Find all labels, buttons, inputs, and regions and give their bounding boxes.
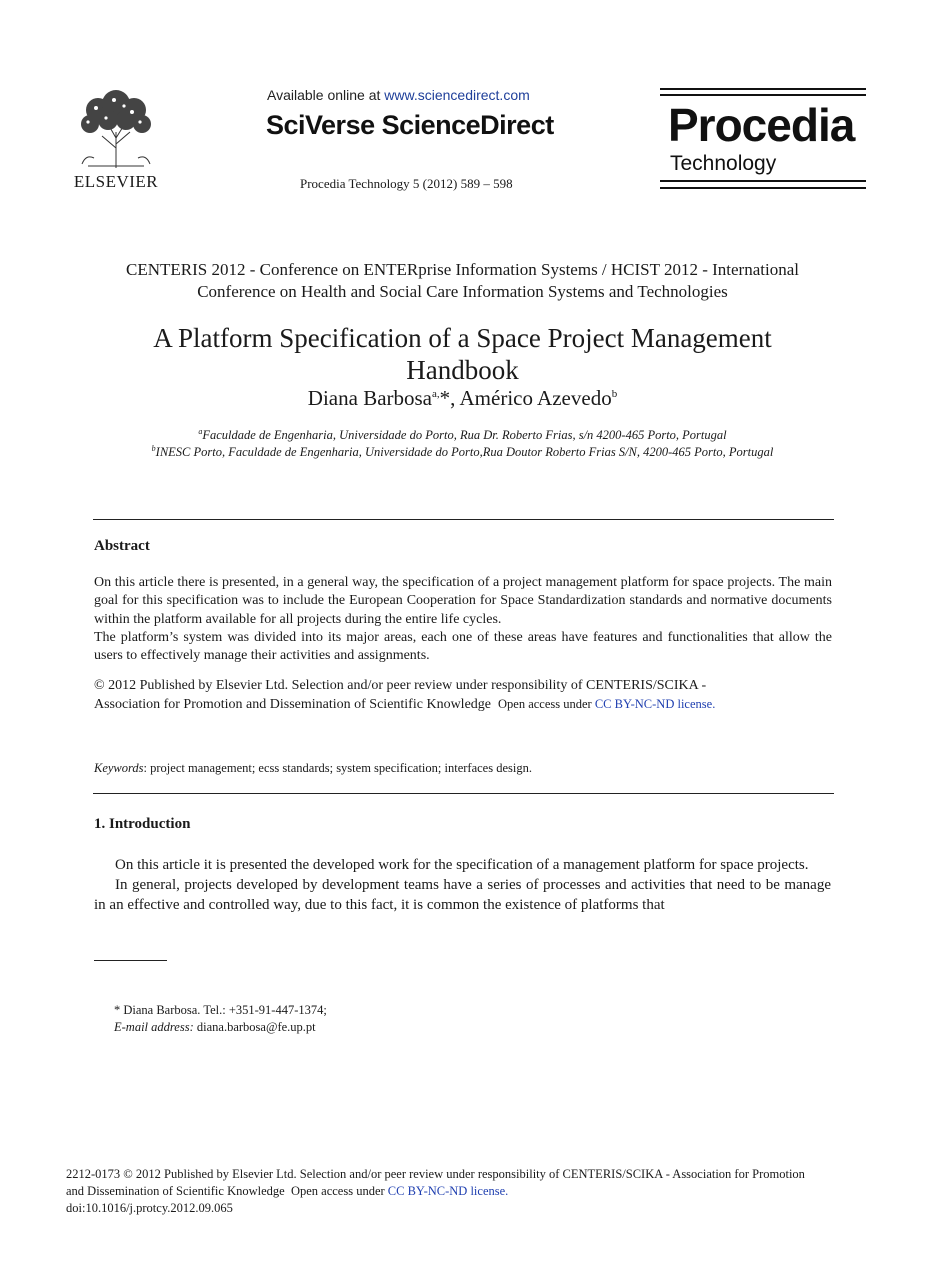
affiliation-text: INESC Porto, Faculdade de Engenharia, Universidade do Porto,Rua Doutor Roberto Frias S/N, 4200-465 Porto, Portugal: [155, 445, 774, 460]
footer-open-access-prefix: Open access under: [290, 1184, 388, 1198]
license-link[interactable]: CC BY-NC-ND license.: [594, 697, 716, 711]
page-footer: [66, 1166, 866, 1217]
copyright-line-2: [94, 695, 834, 714]
footnote-divider: [94, 960, 167, 961]
corresponding-author-mark: *: [439, 386, 451, 410]
paper-title: [60, 322, 865, 386]
introduction-paragraph: On this article it is presented the developed work for the specification of a management platform for space projects.: [115, 857, 809, 873]
author-affiliation-mark: b: [611, 388, 618, 400]
procedia-logo-title: Procedia: [668, 99, 855, 151]
available-online: [267, 87, 530, 103]
procedia-logo-subtitle: Technology: [670, 152, 777, 175]
author-name: Américo Azevedo: [459, 386, 612, 410]
logo-rule-top-2: [660, 94, 866, 96]
conference-line-1: CENTERIS 2012 - Conference on ENTERprise Information Systems / HCIST 2012 - International: [126, 260, 799, 279]
available-online-prefix: Available online at: [267, 87, 385, 103]
open-access-prefix: Open access under: [498, 697, 595, 711]
abstract-body: [94, 574, 832, 665]
journal-reference: Procedia Technology 5 (2012) 589 – 598: [300, 176, 513, 191]
procedia-logo: [660, 88, 866, 189]
introduction-heading: 1. Introduction: [94, 816, 191, 832]
publisher-logo-text: ELSEVIER: [73, 172, 159, 191]
affiliation-text: Faculdade de Engenharia, Universidade do Porto, Rua Dr. Roberto Frias, s/n 4200-465 Porto, Portugal: [202, 428, 727, 443]
affiliation-mark: a: [198, 427, 203, 436]
section-divider: [93, 519, 834, 520]
author-affiliation-mark: a,: [432, 388, 440, 400]
doi[interactable]: doi:10.1016/j.protcy.2012.09.065: [66, 1201, 233, 1215]
logo-rule-top: [660, 88, 866, 90]
section-divider: [93, 793, 834, 794]
introduction-paragraph: In general, projects developed by development teams have a series of processes and activities that need to be manage in an effective and controlled way, due to this fact, it is common the existence of platforms that: [94, 877, 831, 913]
keywords: [94, 761, 834, 776]
copyright-notice: [94, 676, 834, 714]
platform-name: SciVerse ScienceDirect: [266, 110, 554, 140]
footnote-contact: * Diana Barbosa. Tel.: +351-91-447-1374;: [114, 1003, 327, 1017]
affiliation-mark: b: [151, 444, 156, 453]
logo-rule-bottom: [660, 180, 866, 182]
author-separator: ,: [450, 386, 460, 410]
footer-line-2: [66, 1183, 866, 1200]
keywords-text: : project management; ecss standards; system specification; interfaces design.: [143, 761, 532, 775]
copyright-line-1: © 2012 Published by Elsevier Ltd. Selection and/or peer review under responsibility of CENTERIS/SCIKA -: [94, 678, 707, 693]
paper-title-line-2: Handbook: [406, 355, 519, 385]
footnote-email-line: [114, 1019, 327, 1036]
abstract-heading: Abstract: [94, 538, 150, 554]
footer-license-link[interactable]: CC BY-NC-ND license.: [387, 1184, 509, 1198]
author-list: [60, 386, 865, 411]
email-address[interactable]: diana.barbosa@fe.up.pt: [193, 1020, 316, 1034]
footnote: [114, 1002, 327, 1036]
author-name: Diana Barbosa: [307, 386, 433, 410]
sciencedirect-link[interactable]: www.sciencedirect.com: [384, 87, 530, 103]
footer-line-2-text: and Dissemination of Scientific Knowledge: [66, 1184, 285, 1198]
conference-name: [60, 259, 865, 303]
copyright-line-2-text: Association for Promotion and Dissemination of Scientific Knowledge: [94, 697, 491, 712]
footer-line-1: 2212-0173 © 2012 Published by Elsevier Ltd. Selection and/or peer review under responsibility of CENTERIS/SCIKA - Association for Promotion: [66, 1167, 805, 1181]
introduction-body: [94, 855, 831, 915]
affiliation: [60, 427, 865, 443]
paper-title-line-1: A Platform Specification of a Space Project Management: [153, 323, 772, 353]
affiliation: [60, 444, 865, 460]
conference-line-2: Conference on Health and Social Care Information Systems and Technologies: [197, 282, 728, 301]
keywords-label: Keywords: [94, 761, 144, 775]
abstract-paragraph: On this article there is presented, in a general way, the specification of a project management platform for space projects. The main goal for this specification was to include the European Cooperation for Space Standardization standards and normative documents within the platform available for all projects during the entire life cycles.: [94, 575, 832, 627]
email-label: E-mail address:: [114, 1020, 194, 1034]
abstract-paragraph: The platform’s system was divided into its major areas, each one of these areas have features and functionalities that allow the users to effectively manage their activities and assignments.: [94, 629, 832, 664]
logo-rule-bottom-2: [660, 187, 866, 189]
